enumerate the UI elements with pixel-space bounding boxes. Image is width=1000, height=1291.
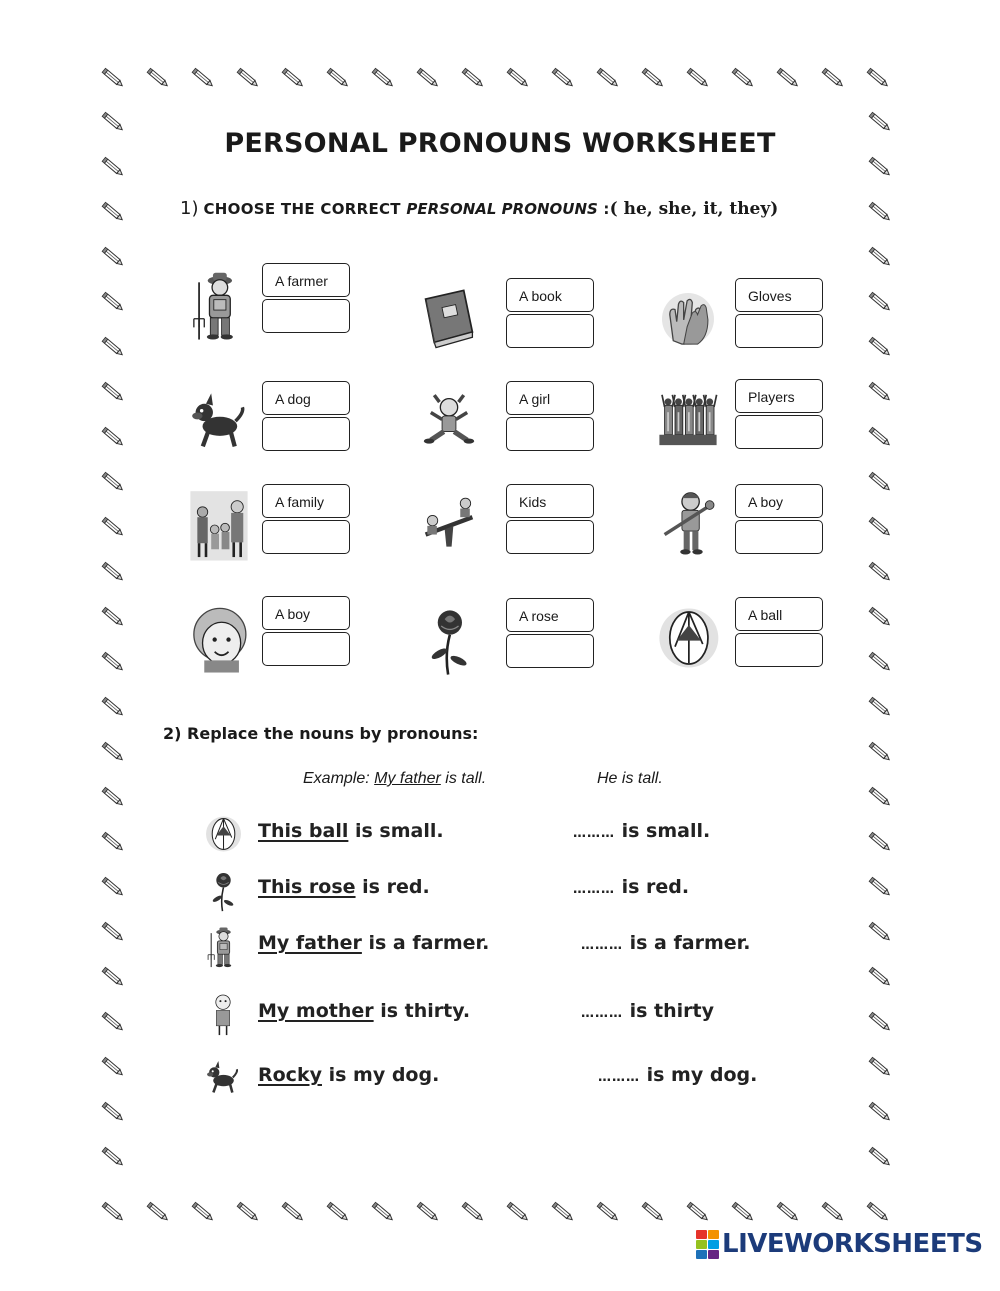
liveworksheets-name: LIVEWORKSHEETS — [722, 1229, 983, 1259]
pronoun-answer-box[interactable] — [262, 520, 350, 554]
item-label: Kids — [506, 484, 594, 518]
item-label: A boy — [735, 484, 823, 518]
exercise2-row — [205, 1054, 805, 1104]
pronoun-blank[interactable]: ……… — [573, 826, 615, 841]
answer-rest: is my dog. — [640, 1064, 758, 1086]
pronoun-answer-box[interactable] — [735, 520, 823, 554]
girl-icon — [418, 383, 480, 466]
rose-icon — [205, 866, 245, 916]
pronoun-answer-box[interactable] — [506, 634, 594, 668]
pronoun-answer-box[interactable] — [262, 632, 350, 666]
pronoun-blank[interactable]: ……… — [573, 882, 615, 897]
pronoun-sentence — [581, 1000, 714, 1022]
rose-icon — [418, 600, 480, 683]
underlined-noun: This ball — [258, 820, 349, 842]
mother-icon — [205, 990, 245, 1040]
pronoun-sentence — [581, 932, 751, 954]
instruction-text: CHOOSE THE CORRECT — [203, 200, 407, 218]
item-label: Gloves — [735, 278, 823, 312]
pronoun-answer-box[interactable] — [735, 415, 823, 449]
item-label: A dog — [262, 381, 350, 415]
sentence-rest: is small. — [348, 820, 444, 842]
item-label: A farmer — [262, 263, 350, 297]
liveworksheets-icon — [696, 1230, 718, 1258]
answer-rest: is thirty — [623, 1000, 715, 1022]
gloves-icon — [657, 280, 719, 363]
worksheet-title: PERSONAL PRONOUNS WORKSHEET — [224, 128, 776, 159]
family-icon — [188, 486, 250, 569]
example-sentence — [303, 770, 486, 788]
noun-sentence — [258, 876, 430, 898]
ball-icon — [657, 599, 719, 682]
answer-rest: is a farmer. — [623, 932, 751, 954]
underlined-noun: Rocky — [258, 1064, 322, 1086]
example-rest: is tall. — [440, 770, 487, 787]
pronoun-options: ( he, she, it, they) — [609, 199, 779, 219]
example-answer: He is tall. — [597, 770, 663, 787]
exercise1-number: 1) — [180, 198, 199, 219]
example-noun: My father — [374, 770, 441, 787]
kids-icon — [418, 486, 480, 569]
liveworksheets-logo — [696, 1228, 983, 1260]
instruction-italic: PERSONAL PRONOUNS — [406, 200, 598, 218]
pronoun-answer-box[interactable] — [735, 633, 823, 667]
pronoun-answer-box[interactable] — [262, 299, 350, 333]
players-icon — [657, 381, 719, 464]
noun-sentence — [258, 820, 444, 842]
noun-sentence — [258, 932, 489, 954]
dog-icon — [188, 383, 250, 466]
underlined-noun: My father — [258, 932, 362, 954]
pronoun-answer-box[interactable] — [506, 314, 594, 348]
underlined-noun: This rose — [258, 876, 356, 898]
item-label: Players — [735, 379, 823, 413]
noun-sentence — [258, 1000, 470, 1022]
pronoun-sentence — [573, 820, 710, 842]
item-label: A family — [262, 484, 350, 518]
boy-face-icon — [188, 598, 250, 681]
answer-rest: is small. — [615, 820, 711, 842]
sentence-rest: is my dog. — [321, 1064, 440, 1086]
pronoun-answer-box[interactable] — [735, 314, 823, 348]
book-icon — [418, 280, 480, 363]
pronoun-blank[interactable]: ……… — [581, 938, 623, 953]
ball-icon — [205, 810, 245, 860]
sentence-rest: is thirty. — [373, 1000, 471, 1022]
dog-icon — [205, 1054, 245, 1104]
noun-sentence — [258, 1064, 439, 1086]
item-label: A boy — [262, 596, 350, 630]
sentence-rest: is a farmer. — [361, 932, 490, 954]
sentence-rest: is red. — [355, 876, 430, 898]
exercise2-row — [205, 922, 805, 972]
underlined-noun: My mother — [258, 1000, 374, 1022]
answer-rest: is red. — [615, 876, 690, 898]
pronoun-sentence — [573, 876, 689, 898]
farmer-icon — [188, 265, 250, 348]
item-label: A girl — [506, 381, 594, 415]
pronoun-answer-box[interactable] — [506, 417, 594, 451]
pronoun-blank[interactable]: ……… — [581, 1006, 623, 1021]
instruction-colon: : — [597, 200, 610, 218]
pronoun-blank[interactable]: ……… — [598, 1070, 640, 1085]
exercise2-row — [205, 990, 805, 1040]
exercise2-heading: 2) Replace the nouns by pronouns: — [163, 724, 479, 743]
exercise2-row — [205, 866, 805, 916]
exercise1-instruction — [180, 198, 778, 219]
farmer-icon — [205, 922, 245, 972]
example-prefix: Example: — [303, 770, 375, 787]
item-label: A book — [506, 278, 594, 312]
item-label: A rose — [506, 598, 594, 632]
boy-icon — [657, 486, 719, 569]
pronoun-answer-box[interactable] — [506, 520, 594, 554]
exercise2-row — [205, 810, 805, 860]
item-label: A ball — [735, 597, 823, 631]
pronoun-answer-box[interactable] — [262, 417, 350, 451]
pronoun-sentence — [598, 1064, 757, 1086]
